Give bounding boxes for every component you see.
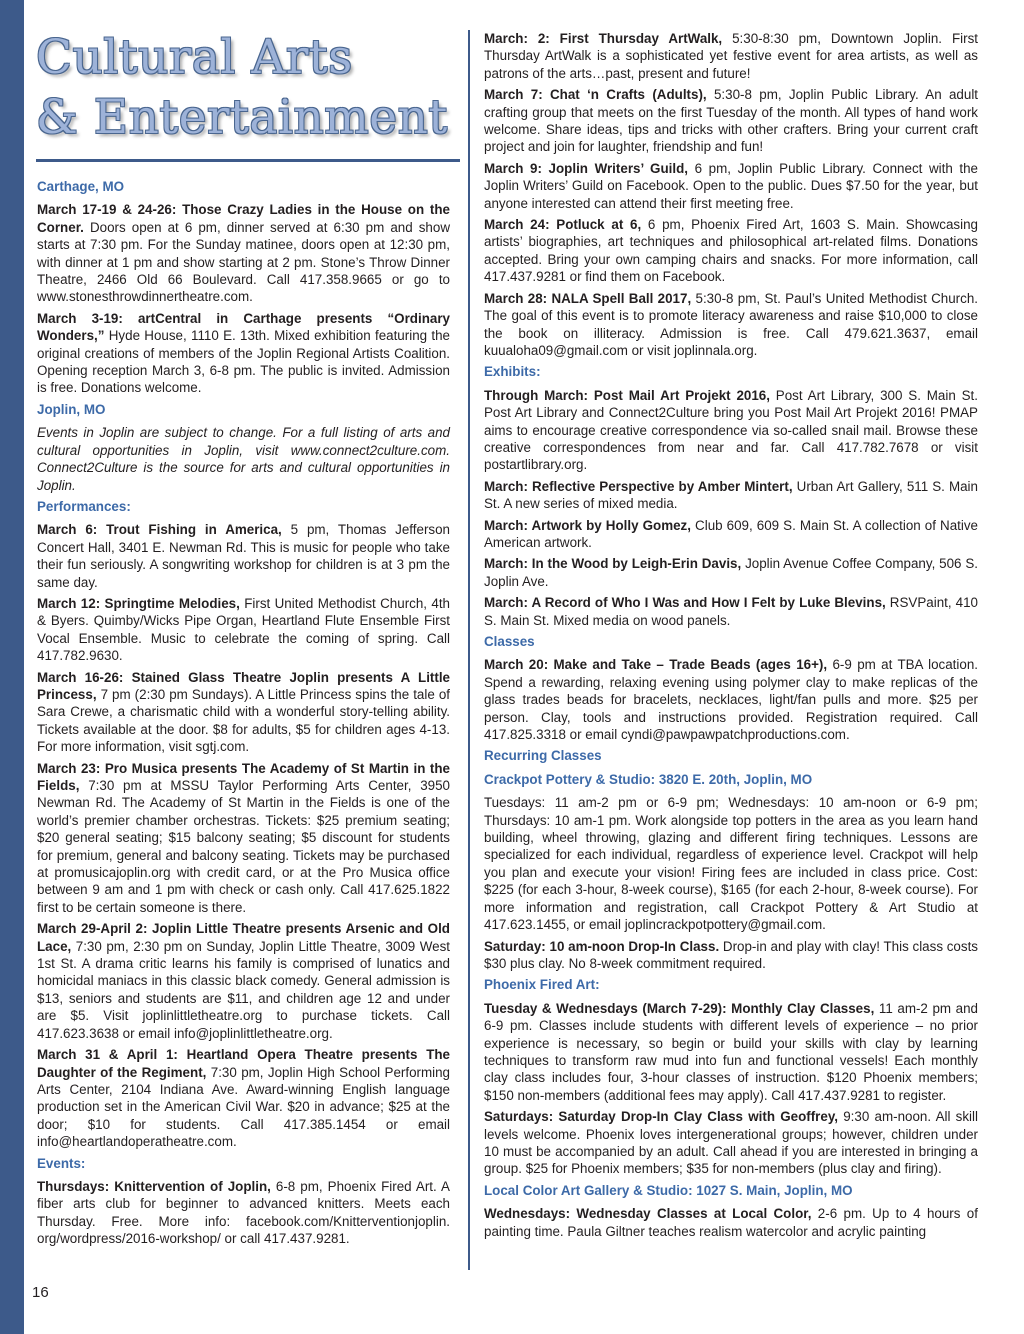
event-title: March 28: NALA Spell Ball 2017, — [484, 290, 692, 306]
event-title: March: A Record of Who I Was and How I Felt by Luke Blevins, — [484, 595, 886, 611]
event-listing — [484, 1205, 978, 1240]
section-heading: Carthage, MO — [37, 179, 125, 194]
event-title: Saturday: 10 am-noon Drop-In Class. — [484, 938, 720, 954]
event-title: March: 2: First Thursday ArtWalk, — [484, 31, 723, 46]
event-title: Thursdays: Knittervention of Joplin, — [37, 1178, 271, 1194]
column-divider — [468, 30, 470, 1270]
event-details: 5:30-8 pm, St. Paul’s United Methodist Church. The goal of this event is to promote literacy awareness and raise $10,000 to close the book on illiteracy. Admission is free. Call 479.621.3637, email kuualoha09@gmail.com or visit joplinnala.org. — [484, 290, 978, 358]
left-accent-stripe — [0, 0, 24, 1334]
event-title: March 29-April 2: Joplin Little Theatre presents Arsenic and Old Lace, — [37, 921, 450, 954]
event-details: Urban Art Gallery, 511 S. Main St. A new series of mixed media. — [484, 478, 978, 512]
event-listing — [484, 290, 978, 360]
event-title: Through March: Post Mail Art Projekt 2016, — [484, 387, 770, 403]
event-listing — [484, 938, 978, 973]
event-title: March 16-26: Stained Glass Theatre Joplin presents A Little Princess, — [37, 669, 450, 702]
event-listing — [37, 920, 450, 1042]
event-details: 6 pm, Phoenix Fired Art, 1603 S. Main. Showcasing artists’ biographies, art techniques and philosophical art-related films. Donations accepted. Bring your own camping chairs and snacks. For more information, call 417.437.9281 or find them on Facebook. — [484, 217, 978, 285]
event-details: 6-8 pm, Phoenix Fired Art. A fiber arts club for beginner to advanced knitters. Meets each Thursday. Free. More info: facebook.com/Knitterventionjoplin. org/wordpress/2016-workshop/ or call 417.437.9281. — [37, 1178, 450, 1247]
event-details: Drop-in and play with clay! This class costs $30 plus clay. No 8-week commitment required. — [484, 938, 978, 971]
event-title: March 7: Chat ‘n Crafts (Adults), — [484, 87, 707, 103]
section-heading: Performances: — [37, 498, 131, 514]
title-line-2: & Entertainment — [36, 90, 448, 145]
event-listing — [484, 555, 978, 590]
event-details: 5:30-8:30 pm, Downtown Joplin. First Thursday ArtWalk is a sophisticated yet festive event for area artists, as well as patrons of the arts…past, present and future! — [484, 31, 978, 81]
event-title: Tuesday & Wednesdays (March 7-29): Monthly Clay Classes, — [484, 1000, 875, 1016]
event-details: Doors open at 6 pm, dinner served at 6:30 pm and show starts at 7:30 pm. For the Sunday matinee, doors open at 12:30 pm, with dinner at 1 pm and show starting at 2 pm. Stone’s Throw Dinner Theatre, 2466 Old 66 Boulevard. Call 417.358.9665 or go to www.stonesthrowdinnertheatre.com. — [37, 219, 450, 305]
event-listing — [484, 160, 978, 212]
event-details: Club 609, 609 S. Main St. A collection of Native American artwork. — [484, 517, 978, 550]
event-listing — [37, 595, 450, 665]
title-line-1: Cultural Arts — [36, 30, 353, 85]
event-title: March: Artwork by Holly Gomez, — [484, 517, 691, 533]
event-title: March 9: Joplin Writers’ Guild, — [484, 160, 688, 176]
event-listing — [484, 1108, 978, 1178]
title-underline — [36, 159, 460, 162]
event-title: March 6: Trout Fishing in America, — [37, 522, 282, 538]
event-details: 7:30 pm at MSSU Taylor Performing Arts Center, 3950 Newman Rd. The Academy of St Martin in the Fields is one of the world’s premier chamber orchestras. Tickets: $25 premium seating; $20 general seating; $15 balcony seating; $5 discount for students for premium, general and balcony seating. Tickets may be purchased at promusicajoplin.org with credit card, or at the Pro Musica office between 9 am and 1 pm with check or cash only. Call 417.625.1822 first to be certain someone is there. — [37, 778, 450, 915]
event-details: 5 pm, Thomas Jefferson Concert Hall, 3401 E. Newman Rd. This is music for people who take their fun seriously. A songwriting workshop for children is at 3 pm the same day. — [37, 522, 450, 590]
section-heading: Phoenix Fired Art: — [484, 977, 600, 993]
event-details: 7:30 pm, 2:30 pm on Sunday, Joplin Little Theatre, 3009 West 1st St. A drama critic learns his family is comprised of lunatics and homicidal maniacs in this classic black comedy. General admission is $13, seniors and students are $11, and children age 12 and under are $5. Visit joplinlittletheatre.org to purchase tickets. Call 417.623.3638 or email info@joplinlittletheatre.org. — [37, 938, 450, 1041]
event-listing — [484, 387, 978, 474]
event-listing — [484, 794, 978, 933]
event-title: March: In the Wood by Leigh-Erin Davis, — [484, 556, 742, 572]
event-listing — [37, 521, 450, 591]
event-details: Post Art Library, 300 S. Main St. Post Art Library and Connect2Culture bring you Post Mail Art Projekt 2016! PMAP aims to encourage creative correspondence via so-called snail mail. Browse these creative correspondences from near and far. Call 417.782.7678 or visit postartlibrary.org. — [484, 387, 978, 473]
left-column — [37, 178, 450, 1252]
intro-note: Events in Joplin are subject to change. For a full listing of arts and cultural opportunities in Joplin, visit www.connect2culture.com. Connect2Culture is the source for arts and cultural opportunities in Joplin. — [37, 425, 450, 493]
event-details: First United Methodist Church, 4th & Byers. Quimby/Wicks Pipe Organ, Heartland Flute Ensemble First Vocal Ensemble. Music to celebrate the coming of spring. Call 417.782.9630. — [37, 595, 450, 664]
event-title: March 12: Springtime Melodies, — [37, 595, 240, 611]
event-title: Wednesdays: Wednesday Classes at Local Color, — [484, 1206, 812, 1222]
event-details: 7:30 pm, Joplin High School Performing Arts Center, 2104 Indiana Ave. Award-winning English language production set in the American Civil War. $20 in advance; $25 at the door; $10 for students. Call 417.385.1454 or email info@heartlandoperatheatre.com. — [37, 1064, 450, 1150]
event-title: March: Reflective Perspective by Amber Mintert, — [484, 478, 793, 494]
event-details: 5:30-8 pm, Joplin Public Library. An adult crafting group that meets on the first Tuesday of the month. All types of hand work welcome. Share ideas, tips and tricks with other crafters. Bring your current craft project and join for laughter, friendship and fun! — [484, 87, 979, 155]
event-title: March 17-19 & 24-26: Those Crazy Ladies in the House on the Corner. — [37, 202, 450, 235]
section-heading: Events: — [37, 1155, 86, 1171]
event-listing — [484, 30, 978, 82]
event-listing — [37, 760, 450, 917]
event-title: March 23: Pro Musica presents The Academy of St Martin in the Fields, — [37, 760, 450, 793]
event-details: 6-9 pm at TBA location. Spend a rewarding, relaxing evening using polymer clay to make replicas of the glass trades beads for bracelets, necklaces, light/fan pulls and more. $25 per person. Clay, tools and instructions provided. Registration required. Call 417.825.3318 or email cyndi@pawpawpatchproductions.com. — [484, 657, 978, 743]
event-listing — [37, 669, 450, 756]
event-title: March 31 & April 1: Heartland Opera Theatre presents The Daughter of the Regiment, — [37, 1047, 450, 1080]
right-column — [484, 30, 978, 1244]
event-details: Tuesdays: 11 am-2 pm or 6-9 pm; Wednesdays: 10 am-noon or 6-9 pm; Thursdays: 10 am-1 pm. Work alongside top potters in the area as you learn hand building, wheel throwing, glazing and different firing techniques. Lessons are specialized for each individual, regardless of experience level. Crackpot will help you plan and execute your vision! Firing fees are included in class price. Cost: $225 (for each 3-hour, 8-week course), $165 (for each 2-hour, 8-week course). For more information and registration, call Crackpot Pottery & Art Studio at 417.623.1455, or email joplincrackpotpottery@gmail.com. — [484, 795, 978, 933]
event-listing — [37, 1046, 450, 1150]
event-listing — [484, 1000, 978, 1104]
page-title — [36, 28, 466, 148]
event-listing — [484, 517, 978, 552]
event-details: 9:30 am-noon. All skill levels welcome. Phoenix loves intergenerational groups; however, children under 10 must be accompanied by an adult. Call ahead if you are interested in bringing a group. $25 for Phoenix members; $35 for non-members (plus clay and firing). — [484, 1109, 978, 1177]
section-heading: Crackpot Pottery & Studio: 3820 E. 20th, Joplin, MO — [484, 771, 813, 787]
event-title: March 3-19: artCentral in Carthage presents “Ordinary Wonders,” — [37, 310, 450, 344]
event-listing — [484, 478, 978, 513]
event-title: March 24: Potluck at 6, — [484, 217, 642, 233]
event-title: Saturdays: Saturday Drop-In Clay Class with Geoffrey, — [484, 1109, 839, 1125]
section-heading: Local Color Art Gallery & Studio: 1027 S. Main, Joplin, MO — [484, 1182, 853, 1198]
event-details: Joplin Avenue Coffee Company, 506 S. Joplin Ave. — [484, 556, 978, 589]
event-details: RSVPaint, 410 S. Main St. Mixed media on wood panels. — [484, 595, 978, 628]
event-listing — [484, 216, 978, 286]
section-heading: Recurring Classes — [484, 748, 602, 764]
event-details: 6 pm, Joplin Public Library. Connect with the Joplin Writers’ Guild on Facebook. Open to the public. Dues $7.50 for the year, but anyone interested can attend their first meeting free. — [484, 160, 979, 211]
event-listing — [484, 86, 978, 156]
event-listing — [37, 310, 450, 397]
page-number: 16 — [32, 1284, 49, 1301]
event-details: 7 pm (2:30 pm Sundays). A Little Princess spins the tale of Sara Crewe, a charismatic child with a wonderful story-telling ability. Tickets available at the door. $8 for adults, $5 for children ages 4-13. For more information, visit sgtj.com. — [37, 686, 450, 755]
event-details: Hyde House, 1110 E. 13th. Mixed exhibition featuring the original creations of members of the Joplin Regional Artists Coalition. Opening reception March 3, 6-8 pm. The public is invited. Admission is free. Donations welcome. — [37, 328, 450, 396]
section-heading: Joplin, MO — [37, 401, 106, 417]
event-listing — [484, 656, 978, 743]
event-title: March 20: Make and Take – Trade Beads (ages 16+), — [484, 657, 828, 673]
section-heading: Classes — [484, 634, 535, 649]
section-heading: Exhibits: — [484, 364, 541, 380]
event-details: 11 am-2 pm and 6-9 pm. Classes include students with different levels of experience – no prior experience is necessary, so begin or build your skills with clay by learning techniques to transform raw mud into fun and functional vessels! Each monthly clay class includes four, 3-hour classes of instruction. $120 Phoenix members; $150 non-members (additional fees may apply). Call 417.437.9281 to register. — [484, 1000, 978, 1103]
event-listing — [37, 201, 450, 305]
event-listing — [484, 594, 978, 629]
event-listing — [37, 1178, 450, 1248]
event-details: 2-6 pm. Up to 4 hours of painting time. Paula Giltner teaches realism watercolor and acrylic painting — [484, 1206, 978, 1239]
